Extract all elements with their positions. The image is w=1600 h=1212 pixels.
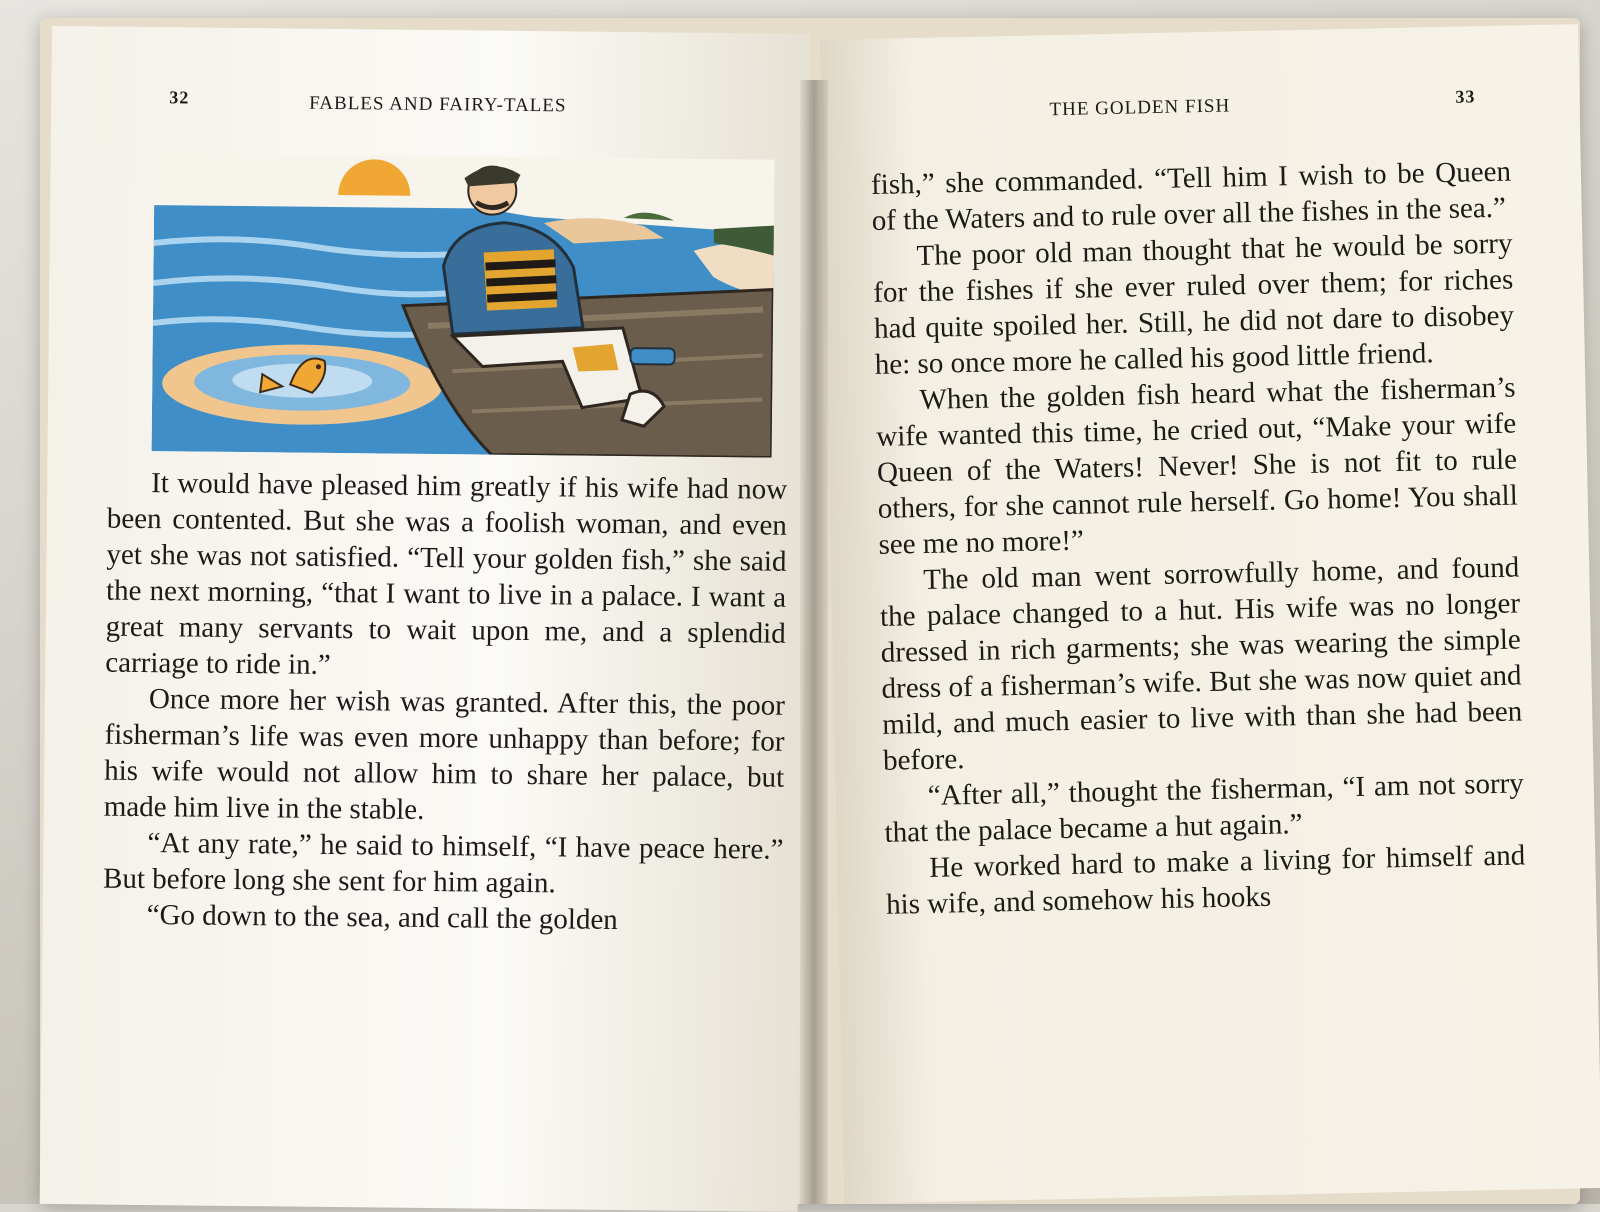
chapter-title: THE GOLDEN FISH <box>1049 95 1231 121</box>
paragraph: Once more her wish was granted. After this, the poor fisherman’s life was even more unhappy than before; for his wife would not allow him to share her palace, but made him live in the stable. <box>103 683 786 826</box>
paragraph: He worked hard to make a living for himself and his wife, and somehow his hooks <box>885 839 1526 921</box>
page-number-right: 33 <box>1455 86 1476 107</box>
running-head-left <box>51 86 809 124</box>
paragraph: The old man went sorrowfully home, and found the palace changed to a hut. His wife was no longer dressed in rich garments; she was wearing the simple dress of a fisherman’s wife. But she was now quiet and mild, and much easier to live with than she had been before. <box>879 551 1523 777</box>
running-head-right <box>821 84 1579 130</box>
paragraph: It would have pleased him greatly if his wife had now been contented. But she was a foolish woman, and even yet she was not satisfied. “Tell your golden fish,” she said the next morning, “that I want to live in a palace. I want a great many servants to wait upon me, and a splendid carriage to ride in.” <box>105 467 788 681</box>
book-title: FABLES AND FAIRY-TALES <box>309 92 567 117</box>
paragraph: “At any rate,” he said to himself, “I have peace here.” But before long she sent for him again. <box>102 827 784 900</box>
fisherman-boat-illustration-icon <box>152 153 775 457</box>
page-number-left: 32 <box>169 87 190 108</box>
right-page-body-text <box>871 154 1527 923</box>
right-page <box>820 24 1600 1204</box>
left-page <box>40 26 810 1212</box>
paragraph: When the golden fish heard what the fisherman’s wife wanted this time, he cried out, “Make your wife Queen of the Waters! Never! She is not fit to rule others, for she cannot rule herself. Go home! You shall see me no more!” <box>875 371 1519 561</box>
paragraph: “After all,” thought the fisherman, “I am not sorry that the palace became a hut again.” <box>884 767 1525 849</box>
continued-paragraph: fish,” she commanded. “Tell him I wish to be Queen of the Waters and to rule over all the fishes in the sea.” <box>870 155 1512 237</box>
fisherman-illustration <box>152 153 775 457</box>
paragraph: The poor old man thought that he would be sorry for the fishes if she ever ruled over them; for riches had quite spoiled her. Still, he did not dare to disobey he: so once more he called his good little friend. <box>872 227 1515 381</box>
book-spine-gutter <box>800 80 828 1204</box>
left-page-body-text <box>103 465 788 940</box>
paragraph: “Go down to the sea, and call the golden <box>146 899 618 936</box>
